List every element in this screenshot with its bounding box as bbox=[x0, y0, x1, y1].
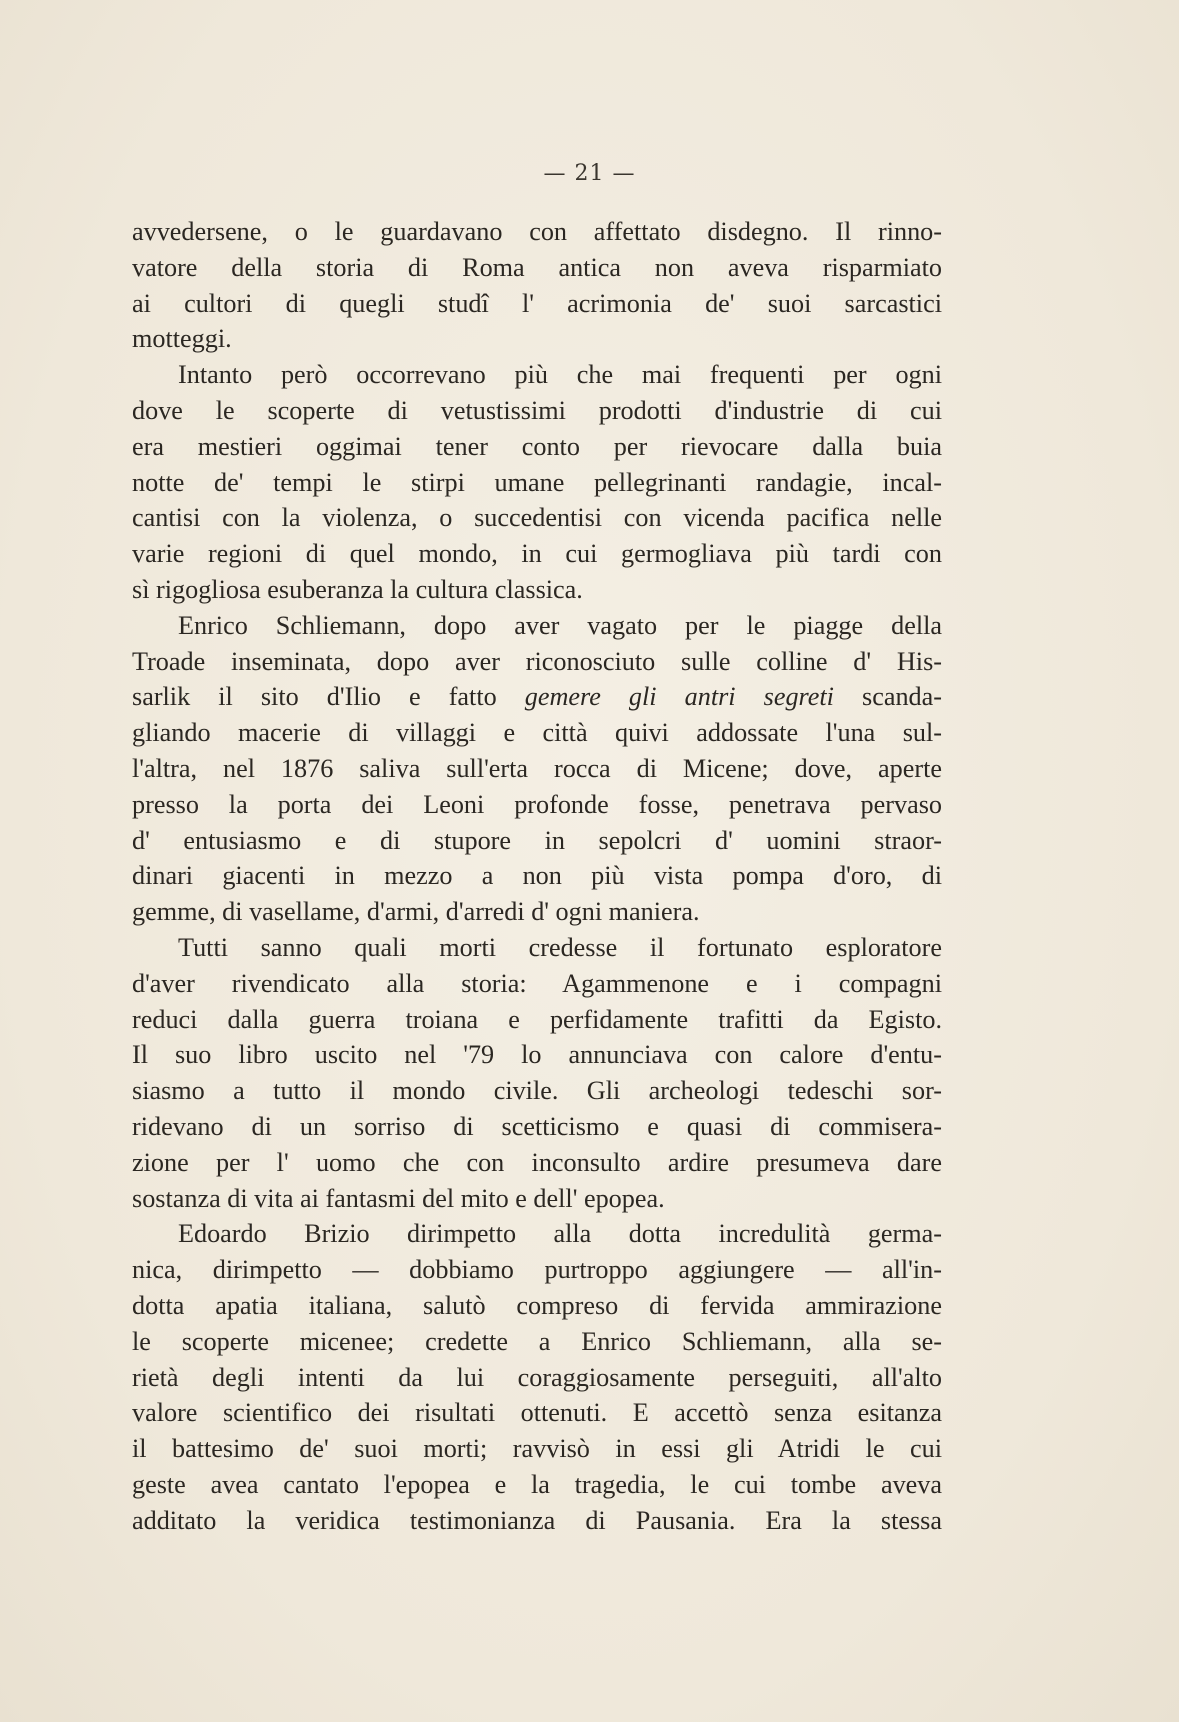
text-segment: scanda- bbox=[833, 682, 942, 712]
text-line: l'altra, nel 1876 saliva sull'erta rocca di Micene; dove, aperte bbox=[132, 753, 942, 783]
text-line: valore scientifico dei risultati ottenuti. E accettò senza esitanza bbox=[132, 1398, 942, 1428]
text-line: Edoardo Brizio dirimpetto alla dotta incredulità germa- bbox=[178, 1219, 942, 1249]
text-line: notte de' tempi le stirpi umane pellegrinanti randagie, incal- bbox=[132, 467, 942, 497]
text-line: Intanto però occorrevano più che mai frequenti per ogni bbox=[178, 360, 942, 390]
text-line: Il suo libro uscito nel '79 lo annunciava con calore d'entu- bbox=[132, 1040, 942, 1070]
text-line: il battesimo de' suoi morti; ravvisò in essi gli Atridi le cui bbox=[132, 1434, 942, 1464]
text-line: ai cultori di quegli studî l' acrimonia de' suoi sarcastici bbox=[132, 288, 942, 318]
text-line: rietà degli intenti da lui coraggiosamente perseguiti, all'alto bbox=[132, 1362, 942, 1392]
text-line: d' entusiasmo e di stupore in sepolcri d' uomini straor- bbox=[132, 825, 942, 855]
text-line: varie regioni di quel mondo, in cui germogliava più tardi con bbox=[132, 539, 942, 569]
body-text bbox=[132, 214, 942, 1538]
text-line: geste avea cantato l'epopea e la tragedia, le cui tombe aveva bbox=[132, 1469, 942, 1499]
text-line: zione per l' uomo che con inconsulto ardire presumeva dare bbox=[132, 1147, 942, 1177]
text-line: le scoperte micenee; credette a Enrico Schliemann, alla se- bbox=[132, 1326, 942, 1356]
text-line: avvedersene, o le guardavano con affettato disdegno. Il rinno- bbox=[132, 217, 942, 246]
text-line: Enrico Schliemann, dopo aver vagato per le piagge della bbox=[178, 610, 942, 640]
text-line: vatore della storia di Roma antica non aveva risparmiato bbox=[132, 252, 942, 282]
text-line: Troade inseminata, dopo aver riconosciuto sulle colline d' His- bbox=[132, 646, 942, 676]
text-line: additato la veridica testimonianza di Pausania. Era la stessa bbox=[132, 1505, 942, 1535]
text-line: sostanza di vita ai fantasmi del mito e dell' epopea. bbox=[132, 1183, 665, 1213]
text-line: dinari giacenti in mezzo a non più vista pompa d'oro, di bbox=[132, 861, 942, 891]
text-segment: sarlik il sito d'Ilio e fatto bbox=[132, 682, 525, 712]
text-line: nica, dirimpetto — dobbiamo purtroppo aggiungere — all'in- bbox=[132, 1255, 942, 1285]
text-line: siasmo a tutto il mondo civile. Gli archeologi tedeschi sor- bbox=[132, 1076, 942, 1106]
text-line: sì rigogliosa esuberanza la cultura classica. bbox=[132, 574, 583, 604]
text-line: era mestieri oggimai tener conto per rievocare dalla buia bbox=[132, 431, 942, 461]
text-line: cantisi con la violenza, o succedentisi con vicenda pacifica nelle bbox=[132, 503, 942, 533]
text-line: gliando macerie di villaggi e città quivi addossate l'una sul- bbox=[132, 718, 942, 748]
text-line: presso la porta dei Leoni profonde fosse, penetrava pervaso bbox=[132, 789, 942, 819]
text-line: dotta apatia italiana, salutò compreso di fervida ammirazione bbox=[132, 1290, 942, 1320]
text-line: d'aver rivendicato alla storia: Agammenone e i compagni bbox=[132, 968, 942, 998]
text-line bbox=[132, 679, 942, 715]
text-line: ridevano di un sorriso di scetticismo e quasi di commisera- bbox=[132, 1111, 942, 1141]
text-line: motteggi. bbox=[132, 324, 232, 354]
text-line: Tutti sanno quali morti credesse il fortunato esploratore bbox=[178, 932, 942, 962]
text-line: dove le scoperte di vetustissimi prodotti d'industrie di cui bbox=[132, 395, 942, 425]
text-line: reduci dalla guerra troiana e perfidamente trafitti da Egisto. bbox=[132, 1004, 942, 1034]
text-line: gemme, di vasellame, d'armi, d'arredi d' ogni maniera. bbox=[132, 897, 700, 927]
page-number: — 21 — bbox=[543, 161, 636, 186]
italic-quote: gemere gli antri segreti bbox=[524, 682, 834, 712]
